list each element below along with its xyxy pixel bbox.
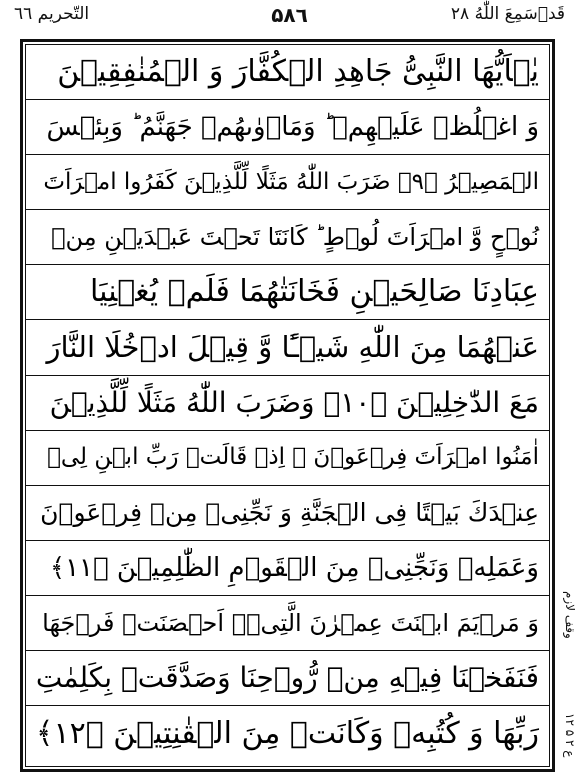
ruku-mark: ع ۲ ۵ ۱۲ bbox=[563, 712, 577, 758]
surah-title: التّحریم ٦٦ bbox=[14, 4, 90, 24]
verse-line: فَنَفَخۡنَا فِیۡهِ مِنۡ رُّوۡحِنَا وَصَدَّقَتۡ بِكَلِمٰتِ bbox=[26, 651, 549, 706]
verse-line: مَعَ الدّٰخِلِیۡنَ ﴿۱۰﴾ وَضَرَبَ اللّٰهُ مَثَلًا لِّلَّذِیۡنَ bbox=[26, 376, 549, 431]
verse-line: یٰۤاَیُّهَا النَّبِیُّ جَاهِدِ الۡكُفَّارَ وَ الۡمُنٰفِقِیۡنَ bbox=[26, 45, 549, 100]
verse-line: نُوۡحٍ وَّ امۡرَاَتَ لُوۡطٍ ؕ كَانَتَا تَحۡتَ عَبۡدَیۡنِ مِنۡ bbox=[26, 210, 549, 265]
verse-line: عَنۡهُمَا مِنَ اللّٰهِ شَیۡـًٔا وَّ قِیۡلَ ادۡخُلَا النَّارَ bbox=[26, 320, 549, 375]
text-frame bbox=[20, 39, 555, 772]
verse-line: عِنۡدَكَ بَیۡتًا فِی الۡجَنَّةِ وَ نَجِّنِیۡ مِنۡ فِرۡعَوۡنَ bbox=[26, 486, 549, 541]
verse-line: الۡمَصِیۡرُ ﴿۹﴾ ضَرَبَ اللّٰهُ مَثَلًا لِّلَّذِیۡنَ كَفَرُوا امۡرَاَتَ bbox=[26, 155, 549, 210]
margin-note: وقف لازم bbox=[563, 591, 577, 639]
verse-line: وَ اغۡلُظۡ عَلَیۡهِمۡ ؕ وَمَاۡوٰىهُمۡ جَهَنَّمُ ؕ وَبِئۡسَ bbox=[26, 100, 549, 155]
juz-title: قَدۡسَمِعَ اللّٰهُ ۲۸ bbox=[450, 4, 565, 24]
page-header bbox=[0, 0, 579, 34]
verse-line: اٰمَنُوا امۡرَاَتَ فِرۡعَوۡنَ ۘ اِذۡ قَالَتۡ رَبِّ ابۡنِ لِیۡ bbox=[26, 431, 549, 486]
verse-line: وَعَمَلِهٖ وَنَجِّنِیۡ مِنَ الۡقَوۡمِ الظّٰلِمِیۡنَ ﴿۱۱﴾ bbox=[26, 541, 549, 596]
verse-line: وَ مَرۡیَمَ ابۡنَتَ عِمۡرٰنَ الَّتِیۡۤ اَحۡصَنَتۡ فَرۡجَهَا bbox=[26, 596, 549, 651]
verse-line: عِبَادِنَا صَالِحَیۡنِ فَخَانَتٰهُمَا فَلَمۡ یُغۡنِیَا bbox=[26, 265, 549, 320]
page-number: ۵۸٦ bbox=[271, 3, 308, 27]
text-block bbox=[25, 44, 550, 767]
verse-line: رَبِّهَا وَ كُتُبِهٖ وَكَانَتۡ مِنَ الۡقٰنِتِیۡنَ ﴿۱۲﴾ bbox=[35, 715, 539, 751]
